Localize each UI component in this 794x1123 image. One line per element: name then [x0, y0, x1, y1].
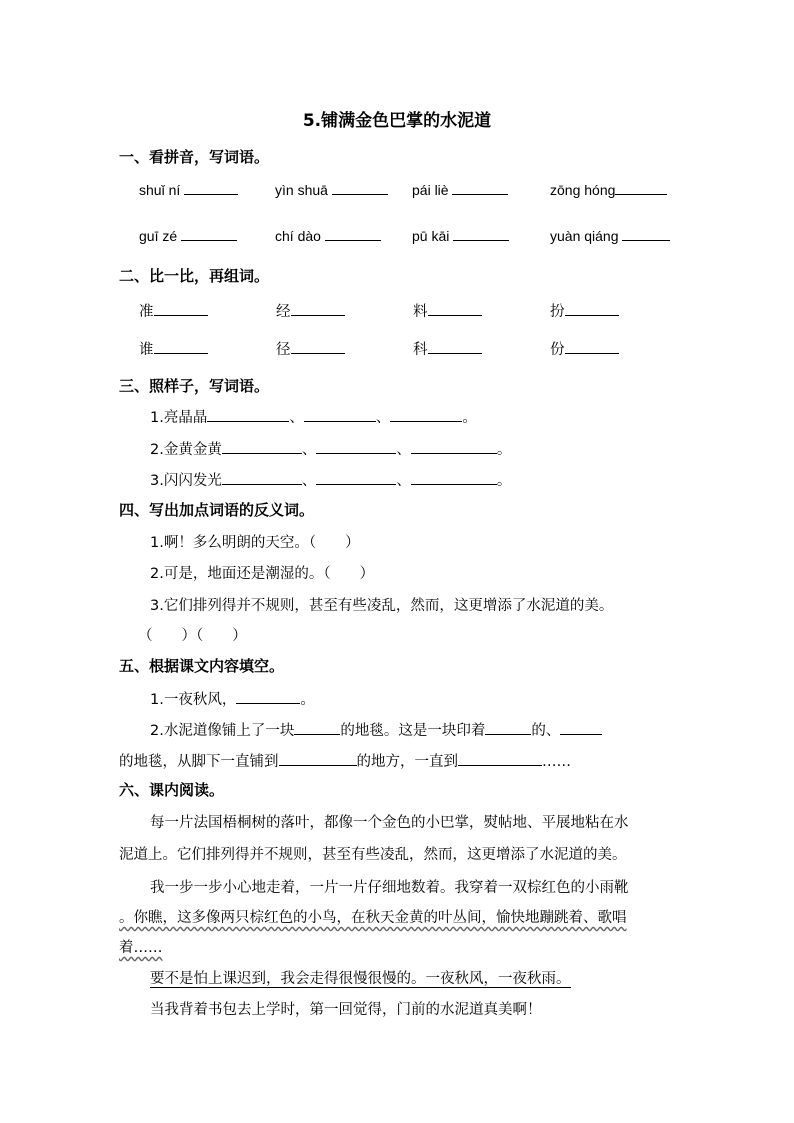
pinyin-item — [275, 226, 381, 244]
answer-blank[interactable] — [411, 439, 497, 454]
answer-blank[interactable] — [294, 720, 340, 735]
section-6-heading: 六、课内阅读。 — [119, 781, 225, 799]
reading-p1-line1: 每一片法国梧桐树的落叶，都像一个金色的小巴掌，熨帖地、平展地粘在水 — [150, 815, 629, 831]
char: 科 — [413, 342, 428, 358]
answer-blank[interactable] — [304, 407, 376, 422]
wavy-underlined-text: 着…… — [119, 940, 163, 956]
answer-blank[interactable] — [222, 439, 302, 454]
pinyin-text: zōng hóng — [550, 182, 616, 198]
answer-blank[interactable] — [428, 339, 482, 354]
compare-item — [413, 300, 482, 321]
period: 。 — [462, 410, 477, 426]
separator: 、 — [396, 473, 411, 489]
underlined-text: 要不是怕上课迟到，我会走得很慢很慢的。一夜秋风，一夜秋雨。 — [150, 971, 571, 987]
answer-blank[interactable] — [565, 339, 619, 354]
pinyin-text: yìn shuā — [275, 182, 328, 198]
wavy-underlined-text: 。你瞧，这多像两只棕红色的小鸟，在秋天金黄的叶丛间，愉快地蹦跳着、歌唱 — [119, 910, 627, 926]
text: 的地方，一直到 — [356, 754, 458, 770]
compare-item — [413, 338, 482, 359]
reading-p2-line3 — [119, 936, 163, 957]
answer-blank[interactable] — [458, 751, 542, 766]
reading-p1-line2: 泥道上。它们排列得并不规则，甚至有些凌乱，然而，这更增添了水泥道的美。 — [119, 847, 627, 863]
pinyin-text: yuàn qiáng — [550, 228, 619, 244]
pinyin-text: guī zé — [139, 228, 178, 244]
char: 径 — [276, 342, 291, 358]
s3-item-3 — [150, 469, 511, 490]
section-1-heading: 一、看拼音，写词语。 — [119, 148, 270, 166]
reading-p2-line2 — [119, 906, 627, 927]
compare-item — [139, 300, 208, 321]
pinyin-item — [550, 226, 670, 244]
answer-blank[interactable] — [207, 407, 289, 422]
section-5-heading: 五、根据课文内容填空。 — [119, 657, 285, 675]
reading-p2-line1: 我一步一步小心地走着，一片一片仔细地数着。我穿着一双棕红色的小雨靴 — [150, 880, 629, 896]
text: 。 — [300, 692, 315, 708]
compare-item — [276, 300, 345, 321]
example-word: 3.闪闪发光 — [150, 473, 222, 489]
page-title: 5.铺满金色巴掌的水泥道 — [302, 111, 492, 131]
answer-blank[interactable] — [316, 470, 396, 485]
answer-blank[interactable] — [316, 439, 396, 454]
answer-blank[interactable] — [291, 301, 345, 316]
period: 。 — [496, 442, 512, 458]
answer-blank[interactable] — [453, 226, 509, 241]
pinyin-item — [412, 226, 509, 244]
answer-blank[interactable] — [615, 180, 667, 195]
compare-item — [550, 300, 619, 321]
text: 的地毯，从脚下一直铺到 — [119, 754, 279, 770]
answer-blank[interactable] — [325, 226, 381, 241]
pinyin-text: pū kāi — [412, 228, 450, 244]
pinyin-item — [275, 180, 388, 198]
answer-blank[interactable] — [222, 470, 302, 485]
separator: 、 — [301, 442, 317, 458]
char: 准 — [139, 304, 154, 320]
example-word: 2.金黄金黄 — [150, 442, 222, 458]
answer-blank[interactable] — [279, 751, 357, 766]
section-3-heading: 三、照样子，写词语。 — [119, 377, 270, 395]
section-4-heading: 四、写出加点词语的反义词。 — [119, 501, 315, 519]
pinyin-text: pái liè — [412, 182, 449, 198]
reading-p4: 当我背着书包去上学时，第一回觉得，门前的水泥道真美啊！ — [150, 1002, 542, 1018]
s5-item-2 — [150, 719, 602, 740]
char: 料 — [413, 304, 428, 320]
separator: 、 — [375, 410, 391, 426]
pinyin-item — [139, 180, 238, 198]
answer-blank[interactable] — [622, 226, 670, 241]
answer-blank[interactable] — [565, 301, 619, 316]
text: 1.一夜秋风， — [150, 692, 237, 708]
pinyin-text: chí dào — [275, 228, 321, 244]
answer-blank[interactable] — [154, 301, 208, 316]
compare-item — [276, 338, 345, 359]
compare-item — [139, 338, 208, 359]
answer-blank[interactable] — [236, 689, 300, 704]
pinyin-item — [412, 180, 508, 198]
answer-blank[interactable] — [154, 339, 208, 354]
text: …… — [542, 754, 571, 770]
section-2-heading: 二、比一比，再组词。 — [119, 267, 270, 285]
answer-blank[interactable] — [485, 720, 531, 735]
answer-blank[interactable] — [181, 226, 237, 241]
s5-item-1 — [150, 688, 315, 709]
answer-blank[interactable] — [332, 180, 388, 195]
compare-item — [550, 338, 619, 359]
reading-p3 — [150, 967, 571, 988]
text: 的、 — [531, 723, 561, 739]
pinyin-item — [550, 180, 667, 198]
period: 。 — [496, 473, 512, 489]
answer-blank[interactable] — [452, 180, 508, 195]
s3-item-2 — [150, 438, 511, 459]
separator: 、 — [301, 473, 317, 489]
example-word: 1.亮晶晶 — [150, 410, 208, 426]
pinyin-text: shuǐ ní — [139, 182, 181, 198]
answer-blank[interactable] — [390, 407, 462, 422]
s3-item-1 — [150, 406, 477, 427]
answer-blank[interactable] — [560, 720, 602, 735]
char: 经 — [276, 304, 291, 320]
char: 份 — [550, 342, 565, 358]
answer-blank[interactable] — [428, 301, 482, 316]
text: 的地毯。这是一块印着 — [340, 723, 486, 739]
separator: 、 — [396, 442, 411, 458]
s4-item-3-brackets: （ ）（ ） — [138, 628, 247, 644]
text: 2.水泥道像铺上了一块 — [150, 723, 295, 739]
answer-blank[interactable] — [184, 180, 238, 195]
answer-blank[interactable] — [411, 470, 497, 485]
pinyin-item — [139, 226, 237, 244]
s4-item-2: 2.可是，地面还是潮湿的。（ ） — [150, 566, 375, 582]
separator: 、 — [289, 410, 304, 426]
answer-blank[interactable] — [291, 339, 345, 354]
s4-item-1: 1.啊！多么明朗的天空。（ ） — [150, 535, 360, 551]
char: 扮 — [550, 304, 565, 320]
char: 谁 — [139, 342, 154, 358]
s5-item-2-cont — [119, 750, 571, 771]
s4-item-3: 3.它们排列得并不规则，甚至有些凌乱，然而，这更增添了水泥道的美。 — [150, 598, 614, 614]
